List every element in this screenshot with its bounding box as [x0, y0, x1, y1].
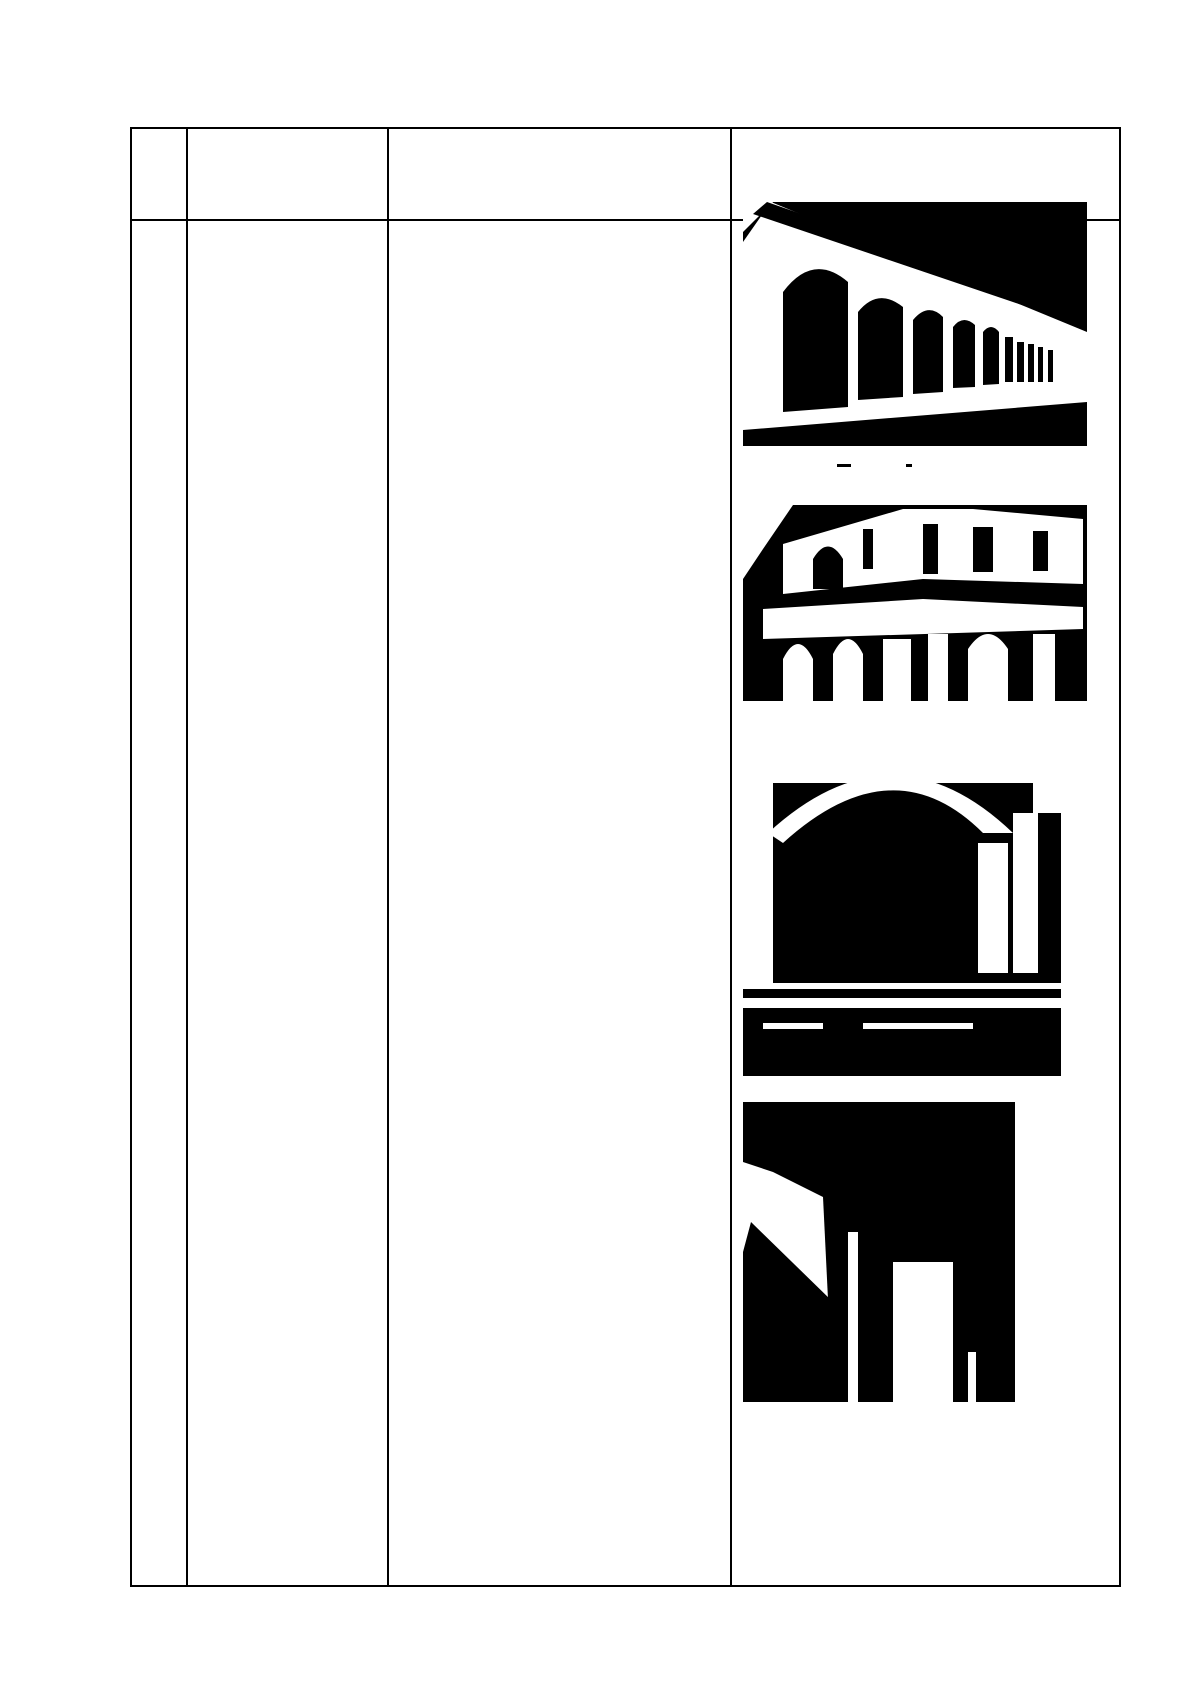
- photo-corner-building: [743, 489, 1087, 701]
- elements-table: [130, 127, 1121, 1587]
- photo-caption-mark: [837, 464, 851, 467]
- column-divider-2: [387, 127, 389, 1587]
- photo-arcade-gallery: [743, 202, 1087, 446]
- photo-caption-mark: [906, 464, 912, 467]
- table-border-right: [1119, 127, 1121, 1587]
- table-border-left: [130, 127, 132, 1587]
- column-divider-1: [186, 127, 188, 1587]
- table-border-bottom: [130, 1585, 1121, 1587]
- table-border-top: [130, 127, 1121, 129]
- column-divider-3: [730, 127, 732, 1587]
- photo-arch-opening: [743, 723, 1061, 1076]
- photo-pier-detail: [743, 1102, 1015, 1402]
